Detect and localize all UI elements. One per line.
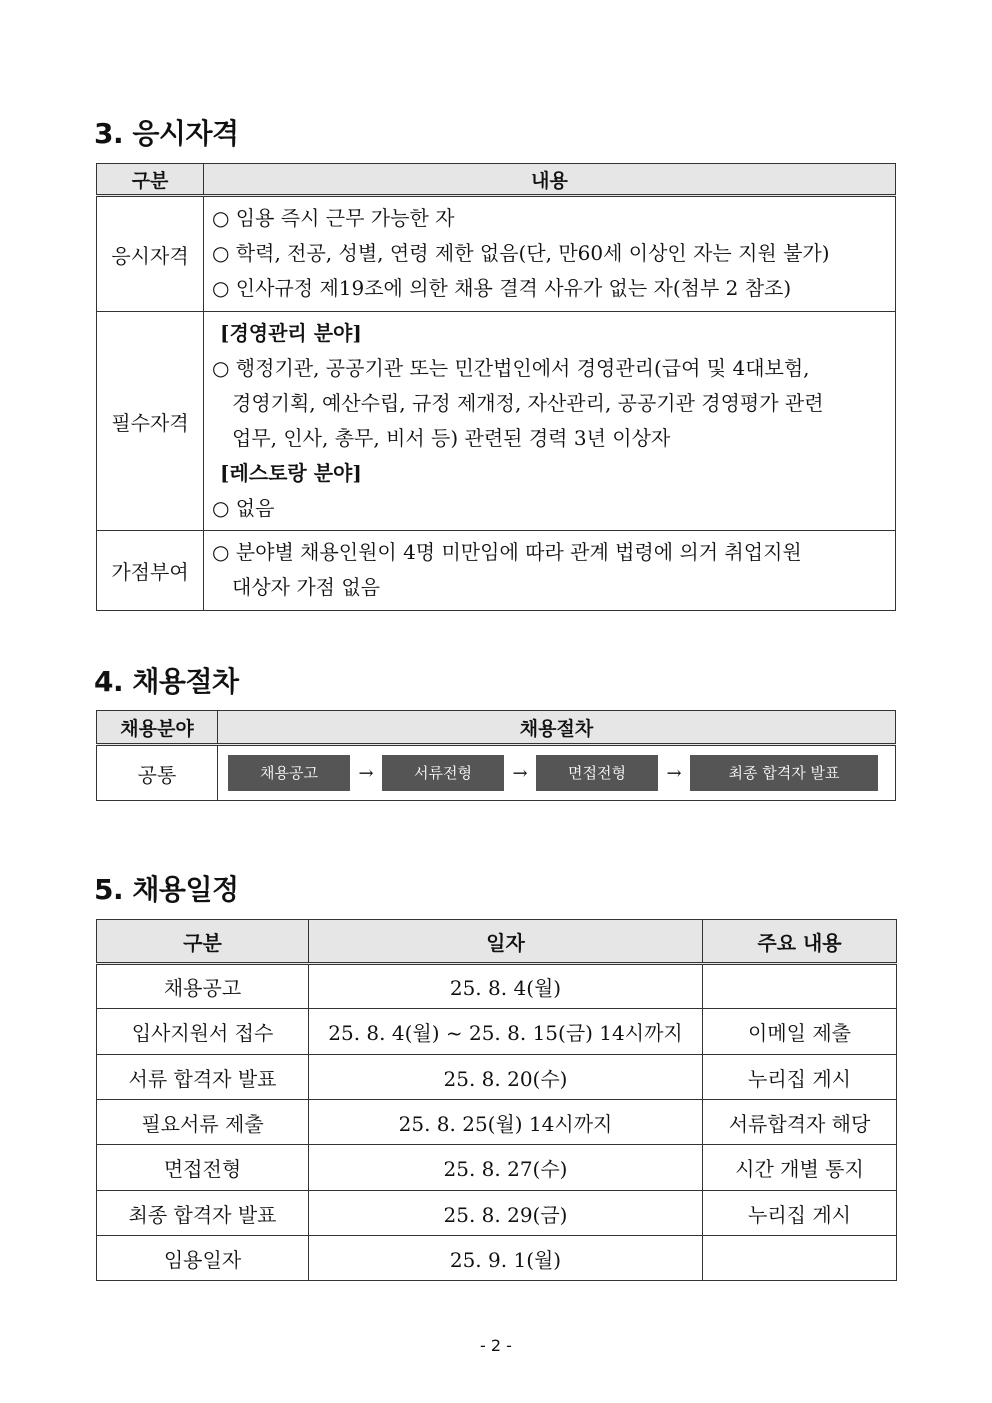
step-document-screening: 서류전형 — [382, 755, 504, 791]
schedule-date: 25. 9. 1(월) — [309, 1236, 703, 1281]
step-final-announcement: 최종 합격자 발표 — [690, 755, 878, 791]
table-row — [97, 1236, 897, 1281]
arrow-icon: → — [358, 762, 374, 784]
required-line: ○ 행정기관, 공공기관 또는 민간법인에서 경영관리(급여 및 4대보험, — [212, 356, 810, 380]
schedule-category: 면접전형 — [97, 1145, 309, 1191]
header-content: 내용 — [204, 164, 896, 196]
eligibility-line: ○ 임용 즉시 근무 가능한 자 — [212, 206, 455, 230]
schedule-detail — [703, 1236, 897, 1281]
table-row — [97, 1191, 897, 1236]
section5-title: 5. 채용일정 — [94, 873, 239, 906]
step-announcement: 채용공고 — [228, 755, 350, 791]
schedule-category: 필요서류 제출 — [97, 1100, 309, 1145]
header-category: 구분 — [97, 920, 309, 964]
row-label-eligibility: 응시자격 — [97, 196, 204, 312]
schedule-detail: 시간 개별 통지 — [703, 1145, 897, 1191]
procedure-flow — [218, 745, 896, 801]
page-number: - 2 - — [480, 1336, 512, 1355]
schedule-detail: 서류합격자 해당 — [703, 1100, 897, 1145]
header-date: 일자 — [309, 920, 703, 964]
schedule-detail — [703, 964, 897, 1009]
procedure-field: 공통 — [97, 745, 218, 801]
header-category: 구분 — [97, 164, 204, 196]
schedule-category: 입사지원서 접수 — [97, 1009, 309, 1055]
schedule-date: 25. 8. 4(월) ~ 25. 8. 15(금) 14시까지 — [309, 1009, 703, 1055]
qualification-table — [96, 163, 896, 611]
schedule-table — [96, 919, 897, 1281]
schedule-date: 25. 8. 20(수) — [309, 1055, 703, 1100]
row-label-bonus: 가점부여 — [97, 531, 204, 611]
table-row — [97, 964, 897, 1009]
arrow-icon: → — [512, 762, 528, 784]
header-procedure: 채용절차 — [218, 711, 896, 745]
required-content — [204, 312, 896, 531]
section3-title: 3. 응시자격 — [94, 117, 239, 150]
schedule-detail: 누리집 게시 — [703, 1191, 897, 1236]
bonus-line: 대상자 가점 없음 — [232, 575, 380, 599]
row-label-required: 필수자격 — [97, 312, 204, 531]
schedule-detail: 이메일 제출 — [703, 1009, 897, 1055]
procedure-table — [96, 710, 896, 801]
schedule-category: 서류 합격자 발표 — [97, 1055, 309, 1100]
arrow-icon: → — [666, 762, 682, 784]
eligibility-line: ○ 학력, 전공, 성별, 연령 제한 없음(단, 만60세 이상인 자는 지원 불가) — [212, 241, 830, 265]
table-row — [97, 1145, 897, 1191]
bonus-line: ○ 분야별 채용인원이 4명 미만임에 따라 관계 법령에 의거 취업지원 — [212, 540, 802, 564]
table-row — [97, 1009, 897, 1055]
subsection-restaurant: [레스토랑 분야] — [220, 461, 362, 485]
schedule-detail: 누리집 게시 — [703, 1055, 897, 1100]
schedule-date: 25. 8. 29(금) — [309, 1191, 703, 1236]
schedule-date: 25. 8. 4(월) — [309, 964, 703, 1009]
header-details: 주요 내용 — [703, 920, 897, 964]
required-line: 업무, 인사, 총무, 비서 등) 관련된 경력 3년 이상자 — [232, 426, 671, 450]
eligibility-line: ○ 인사규정 제19조에 의한 채용 결격 사유가 없는 자(첨부 2 참조) — [212, 276, 792, 300]
schedule-date: 25. 8. 27(수) — [309, 1145, 703, 1191]
schedule-date: 25. 8. 25(월) 14시까지 — [309, 1100, 703, 1145]
section4-title: 4. 채용절차 — [94, 665, 239, 698]
schedule-category: 채용공고 — [97, 964, 309, 1009]
table-row — [97, 1055, 897, 1100]
required-line: 경영기획, 예산수립, 규정 제개정, 자산관리, 공공기관 경영평가 관련 — [232, 391, 824, 415]
subsection-management: [경영관리 분야] — [220, 321, 362, 345]
eligibility-content — [204, 196, 896, 312]
bonus-content — [204, 531, 896, 611]
header-field: 채용분야 — [97, 711, 218, 745]
schedule-category: 최종 합격자 발표 — [97, 1191, 309, 1236]
schedule-category: 임용일자 — [97, 1236, 309, 1281]
required-line: ○ 없음 — [212, 496, 275, 520]
table-row — [97, 1100, 897, 1145]
step-interview: 면접전형 — [536, 755, 658, 791]
